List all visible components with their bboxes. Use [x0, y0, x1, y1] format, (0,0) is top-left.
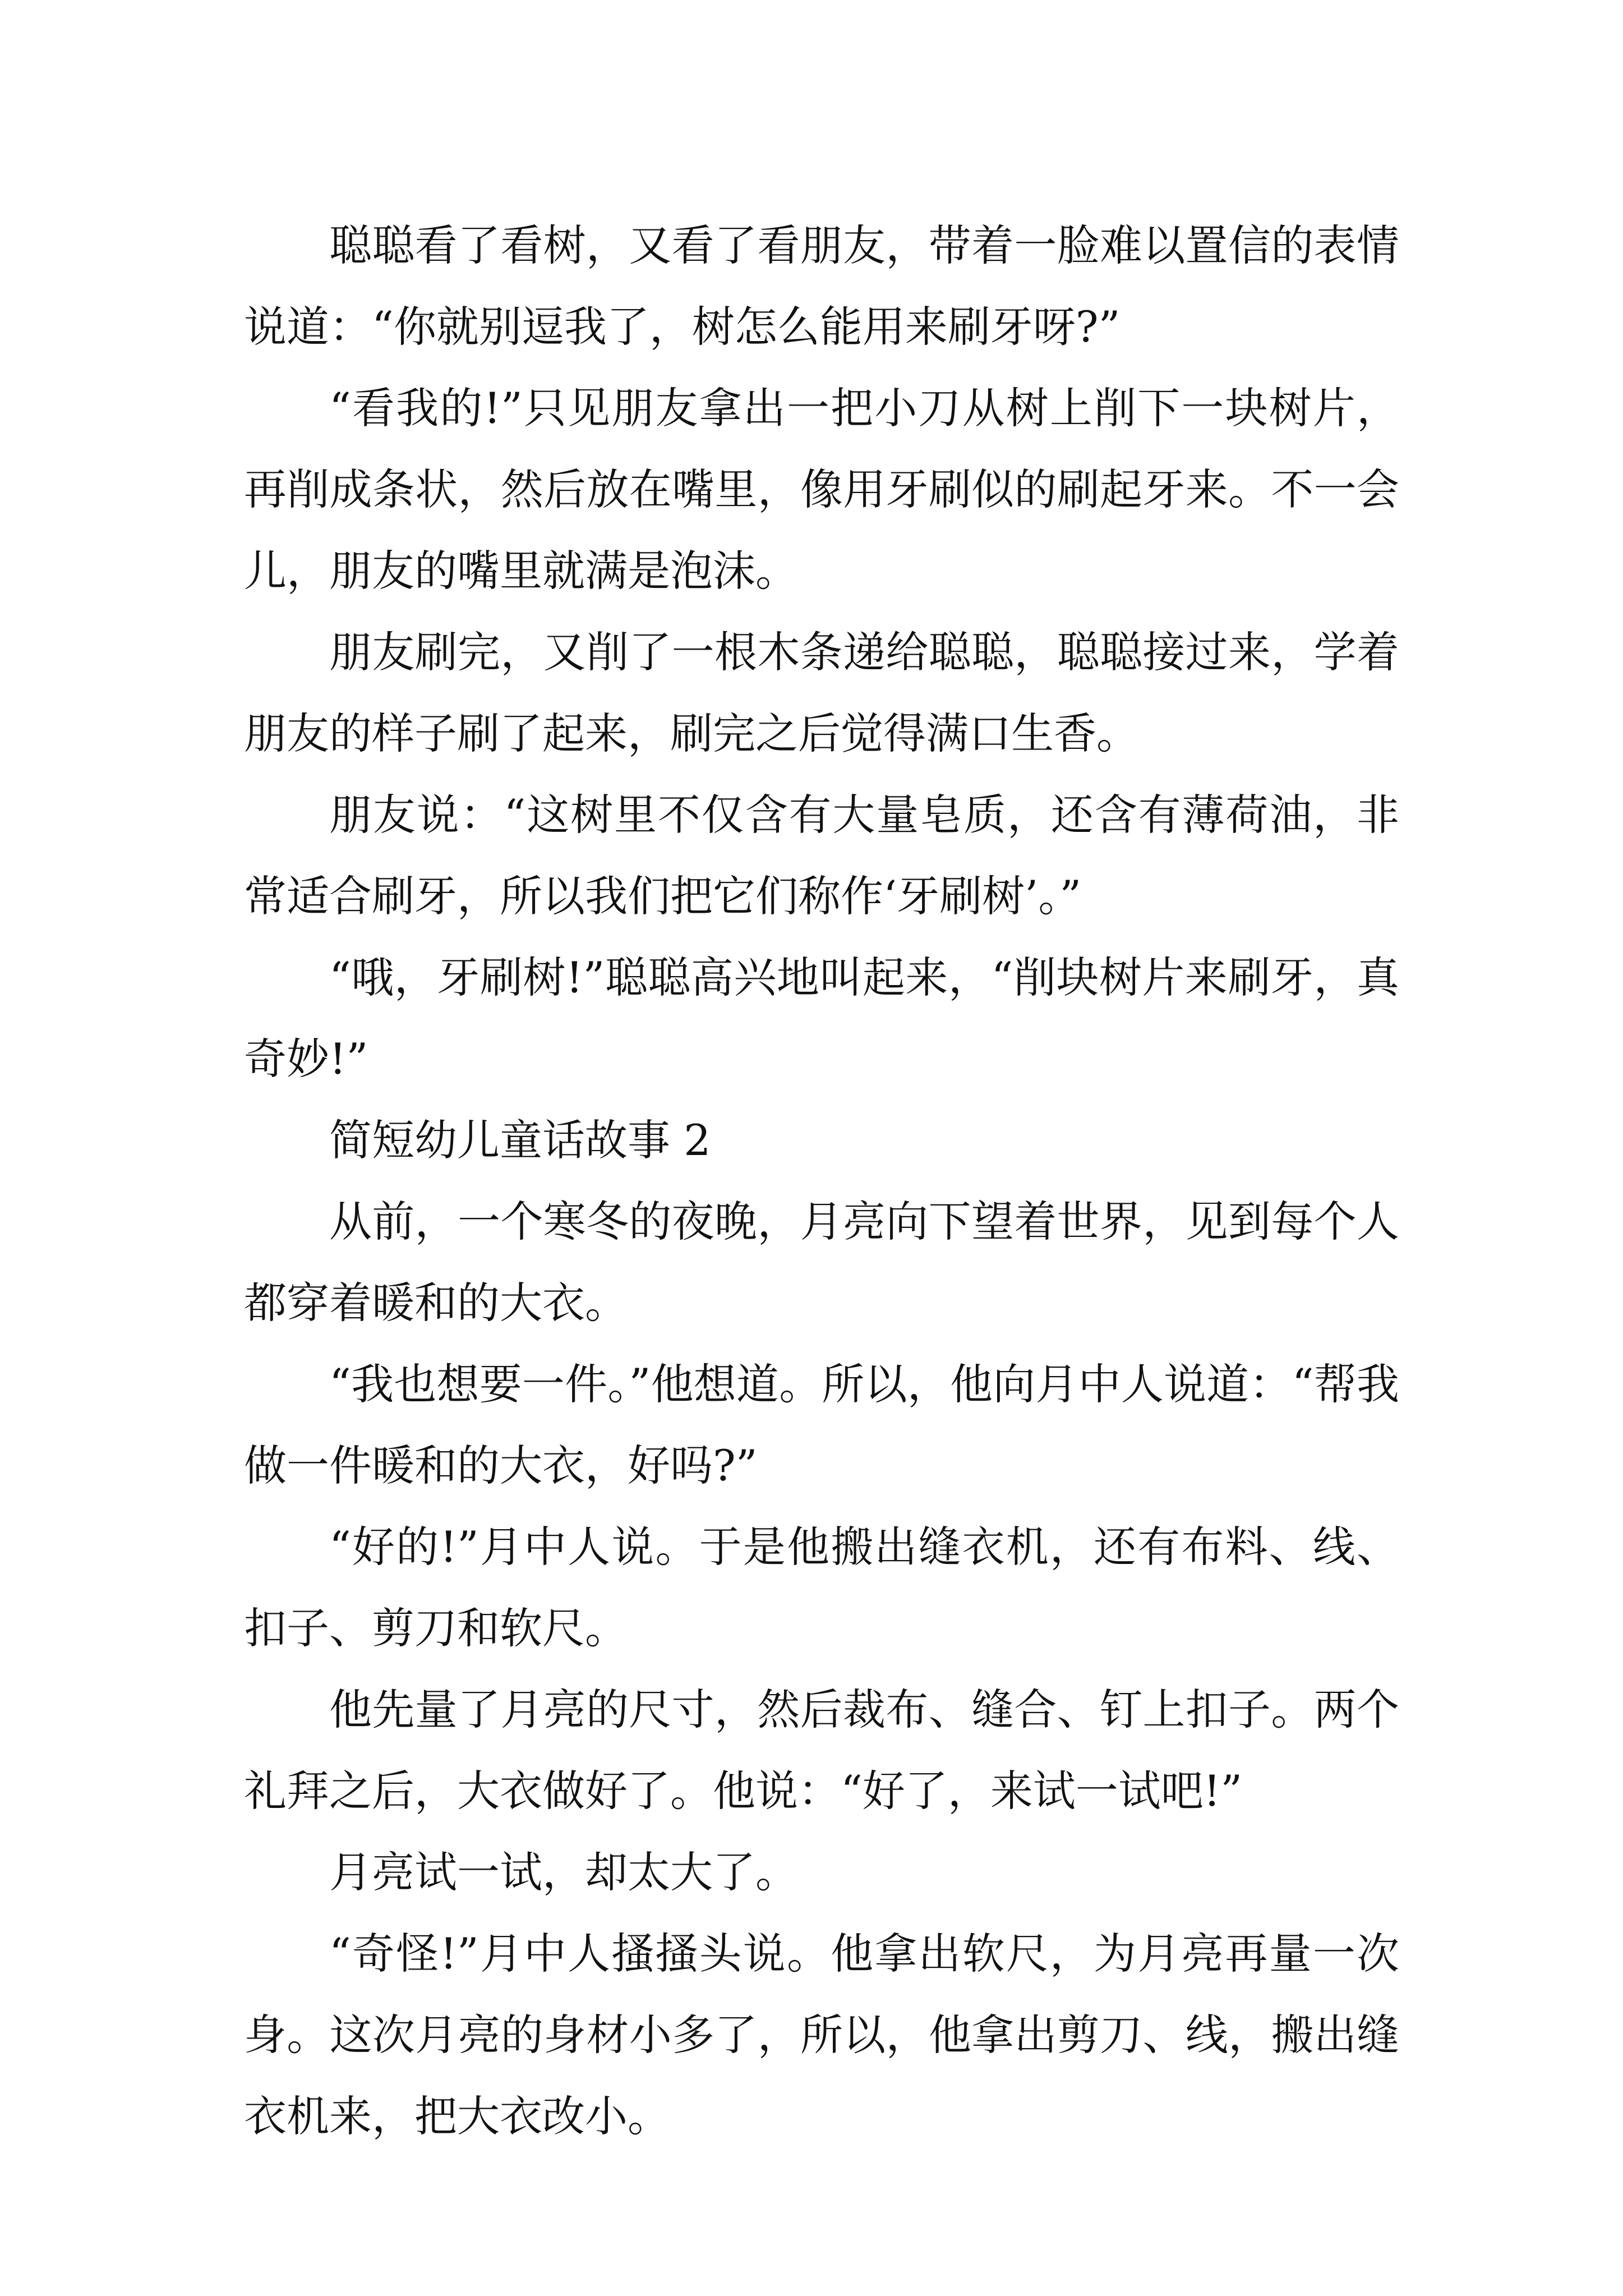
- paragraph: 朋友说：“这树里不仅含有大量皂质，还含有薄荷油，非常适合刷牙，所以我们把它们称作‘牙刷树’。”: [244, 790, 1399, 921]
- paragraph: 从前，一个寒冬的夜晚，月亮向下望着世界，见到每个人都穿着暖和的大衣。: [244, 1197, 1399, 1328]
- paragraph: 月亮试一试，却太大了。: [329, 1847, 798, 1897]
- paragraph: 他先量了月亮的尺寸，然后裁布、缝合、钉上扣子。两个礼拜之后，大衣做好了。他说：“好了，来试一试吧!”: [244, 1685, 1399, 1816]
- story-text: [244, 205, 1399, 2157]
- paragraph: “奇怪!”月中人搔搔头说。他拿出软尺，为月亮再量一次身。这次月亮的身材小多了，所以，他拿出剪刀、线，搬出缝衣机来，把大衣改小。: [244, 1929, 1399, 2141]
- section-heading: 简短幼儿童话故事 2: [329, 1115, 711, 1165]
- paragraph: “看我的!”只见朋友拿出一把小刀从树上削下一块树片，再削成条状，然后放在嘴里，像用牙刷似的刷起牙来。不一会儿，朋友的嘴里就满是泡沫。: [244, 383, 1399, 596]
- paragraph: 朋友刷完，又削了一根木条递给聪聪，聪聪接过来，学着朋友的样子刷了起来，刷完之后觉得满口生香。: [244, 627, 1399, 758]
- paragraph: “好的!”月中人说。于是他搬出缝衣机，还有布料、线、扣子、剪刀和软尺。: [244, 1522, 1399, 1653]
- paragraph: “我也想要一件。”他想道。所以，他向月中人说道：“帮我做一件暖和的大衣，好吗?”: [244, 1359, 1399, 1490]
- paragraph: 聪聪看了看树，又看了看朋友，带着一脸难以置信的表情说道：“你就别逗我了，树怎么能用来刷牙呀?”: [244, 220, 1399, 352]
- paragraph: “哦，牙刷树!”聪聪高兴地叫起来，“削块树片来刷牙，真奇妙!”: [244, 953, 1399, 1084]
